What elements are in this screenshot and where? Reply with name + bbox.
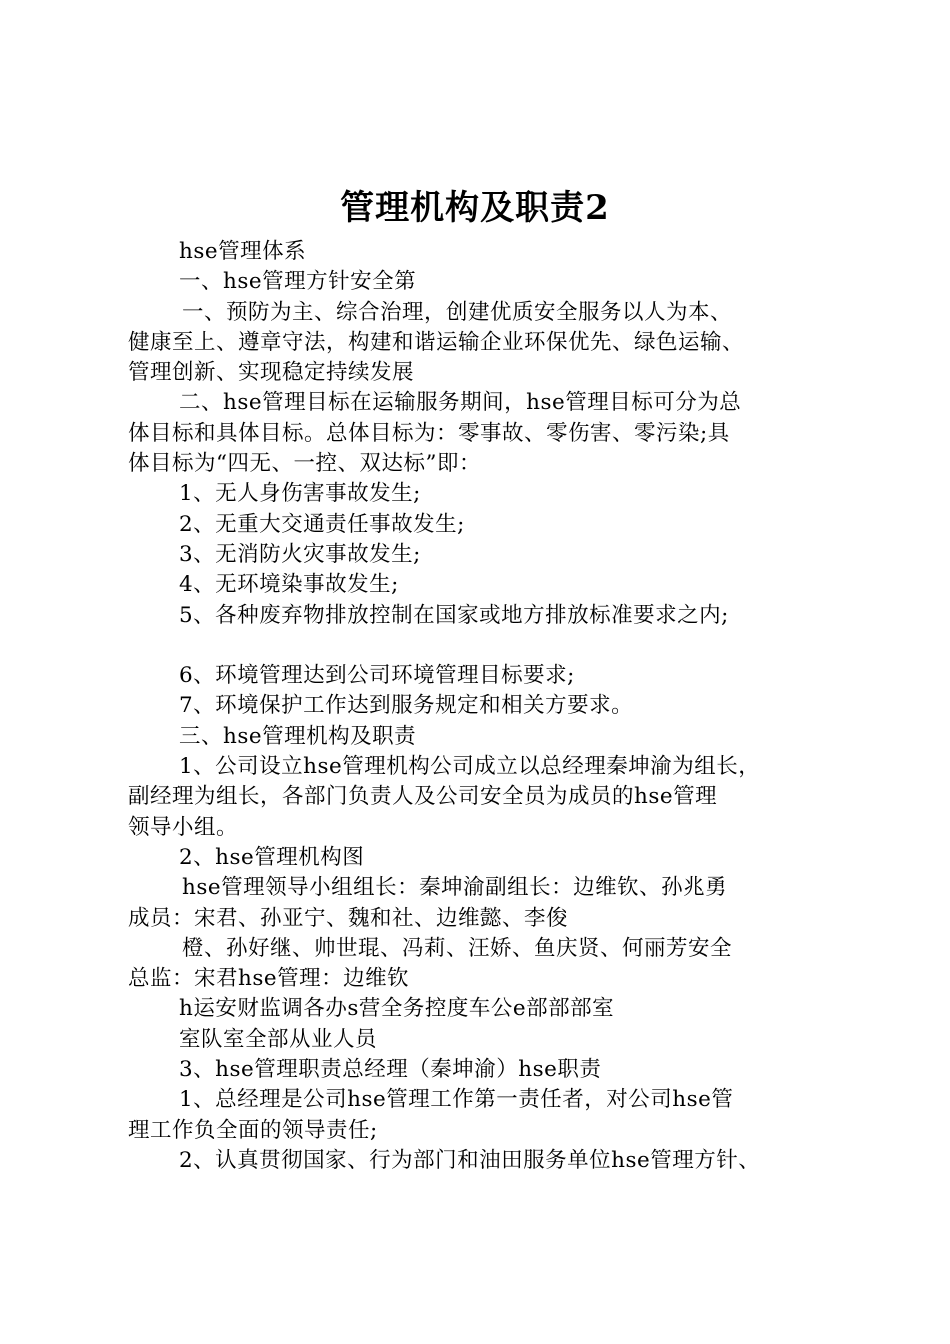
list-item: 1、无人身伤害事故发生; xyxy=(179,481,421,507)
paragraph-line: 体目标为“四无、一控、双达标”即： xyxy=(128,451,481,477)
document-title: 管理机构及职责2 xyxy=(340,188,610,228)
paragraph-line: 3、hse管理职责总经理（秦坤渝）hse职责 xyxy=(179,1057,602,1083)
paragraph-line: hse管理领导小组组长：秦坤渝副组长：边维钦、孙兆勇 xyxy=(182,875,728,901)
list-item: 2、无重大交通责任事故发生; xyxy=(179,511,465,537)
list-item: 3、无消防火灾事故发生; xyxy=(179,541,421,567)
paragraph-line: 一、预防为主、综合治理，创建优质安全服务以人为本、 xyxy=(182,299,733,325)
paragraph-line: 领导小组。 xyxy=(128,814,239,840)
paragraph-line: 2、认真贯彻国家、行为部门和油田服务单位hse管理方针、 xyxy=(179,1147,761,1173)
document-body xyxy=(128,237,840,1176)
list-item: 5、各种废弃物排放控制在国家或地方排放标准要求之内; xyxy=(179,602,729,628)
paragraph-line: 成员：宋君、孙亚宁、魏和社、边维懿、李俊 xyxy=(128,905,569,931)
paragraph-line: 二、hse管理目标在运输服务期间，hse管理目标可分为总 xyxy=(179,390,742,416)
paragraph-line: 副经理为组长，各部门负责人及公司安全员为成员的hse管理 xyxy=(128,784,718,810)
list-item: 4、无环境染事故发生; xyxy=(179,572,399,598)
paragraph-line: 总监：宋君hse管理：边维钦 xyxy=(128,966,410,992)
list-item: 7、环境保护工作达到服务规定和相关方要求。 xyxy=(179,693,634,719)
paragraph-line: 1、公司设立hse管理机构公司成立以总经理秦坤渝为组长， xyxy=(179,754,761,780)
paragraph-line: 体目标和具体目标。总体目标为：零事故、零伤害、零污染;具 xyxy=(128,420,730,446)
paragraph-line: 管理创新、实现稳定持续发展 xyxy=(128,360,415,386)
paragraph-line: 橙、孙好继、帅世琨、冯莉、汪娇、鱼庆贤、何丽芳安全 xyxy=(182,935,733,961)
section-heading: 三、hse管理机构及职责 xyxy=(179,723,417,749)
paragraph-line: 1、总经理是公司hse管理工作第一责任者，对公司hse管 xyxy=(179,1087,734,1113)
paragraph-line: h运安财监调各办s营全务控度车公e部部部室 xyxy=(179,996,615,1022)
blank-line xyxy=(128,631,840,661)
list-item: 6、环境管理达到公司环境管理目标要求; xyxy=(179,663,575,689)
paragraph-line: 健康至上、遵章守法，构建和谐运输企业环保优先、绿色运输、 xyxy=(128,329,745,355)
paragraph-line: hse管理体系 xyxy=(179,239,307,264)
paragraph-line: 理工作负全面的领导责任; xyxy=(128,1117,378,1143)
paragraph-line: 室队室全部从业人员 xyxy=(179,1026,378,1052)
paragraph-line: 2、hse管理机构图 xyxy=(179,844,365,870)
paragraph-line: 一、hse管理方针安全第 xyxy=(179,269,417,295)
